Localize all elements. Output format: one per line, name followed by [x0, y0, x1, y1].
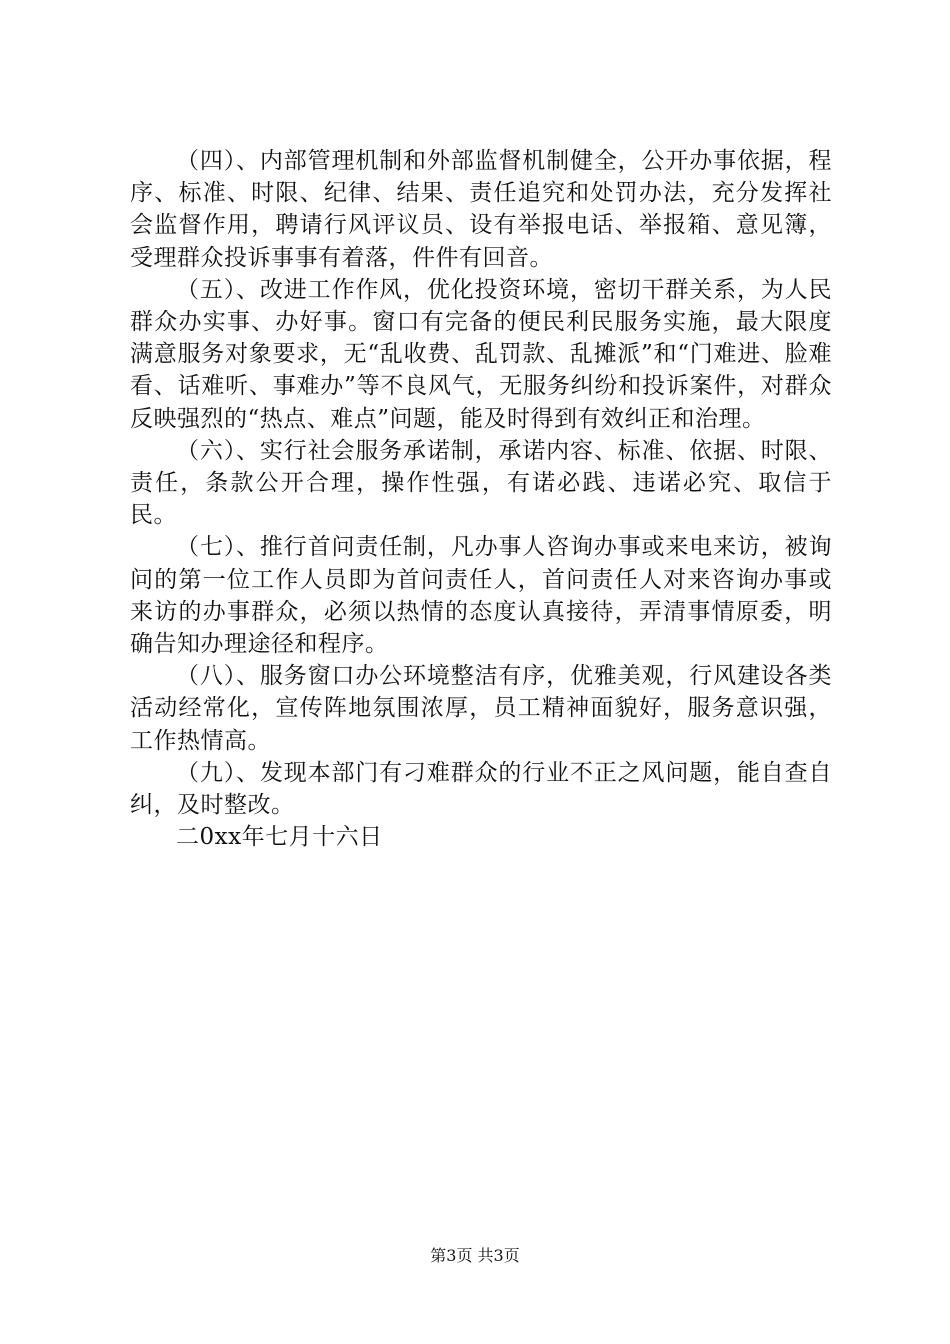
paragraph-5: （五）、改进工作作风，优化投资环境，密切干群关系，为人民群众办实事、办好事。窗口有完备的便民利民服务实施，最大限度满意服务对象要求，无“乱收费、乱罚款、乱摊派”和“门难进、脸难看、话难听、事难办”等不良风气，无服务纠纷和投诉案件，对群众反映强烈的“热点、难点”问题，能及时得到有效纠正和治理。: [130, 276, 832, 432]
paragraph-8: （八）、服务窗口办公环境整洁有序，优雅美观，行风建设各类活动经常化，宣传阵地氛围浓厚，员工精神面貌好，服务意识强，工作热情高。: [130, 663, 832, 754]
paragraph-7: （七）、推行首问责任制，凡办事人咨询办事或来电来访，被询问的第一位工作人员即为首问责任人，首问责任人对来咨询办事或来访的办事群众，必须以热情的态度认真接待，弄清事情原委，明确告知办理途径和程序。: [130, 534, 832, 658]
paragraph-4: （四）、内部管理机制和外部监督机制健全，公开办事依据，程序、标准、时限、纪律、结果、责任追究和处罚办法，充分发挥社会监督作用，聘请行风评议员、设有举报电话、举报箱、意见簿，受理群众投诉事事有着落，件件有回音。: [130, 148, 832, 271]
document-body: [130, 145, 832, 853]
paragraph-6: （六）、实行社会服务承诺制，承诺内容、标准、依据、时限、责任，条款公开合理，操作性强，有诺必践、违诺必究、取信于民。: [130, 437, 832, 529]
document-date: 二0xx年七月十六日: [176, 824, 383, 851]
page-number-footer: 第3页 共3页: [430, 1246, 520, 1265]
paragraph-9: （九）、发现本部门有刁难群众的行业不正之风问题，能自查自纠，及时整改。: [130, 759, 832, 819]
